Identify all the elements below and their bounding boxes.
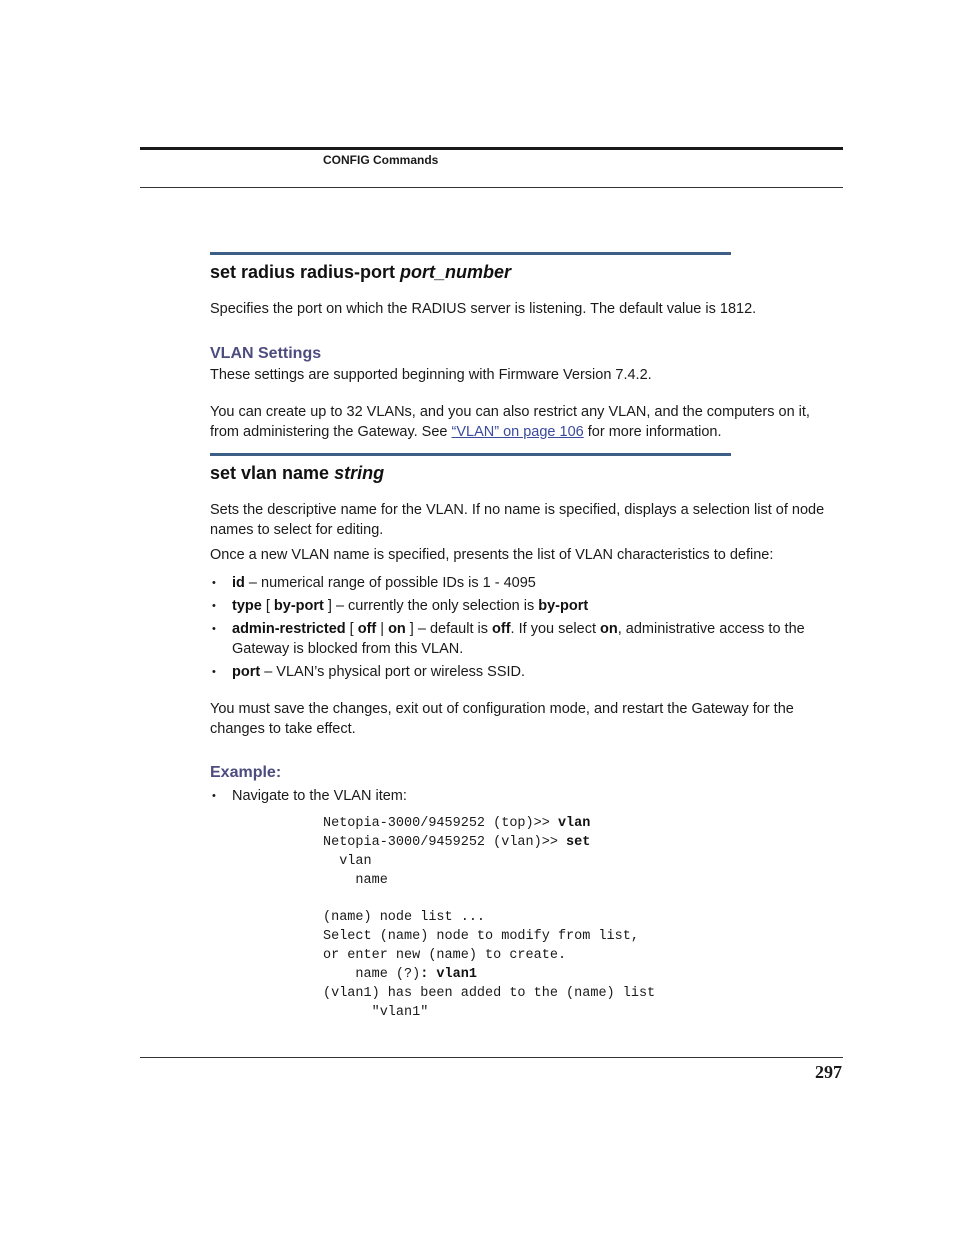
term: type [232,598,262,614]
code-line: name [323,872,388,888]
bullet-mark: • [212,600,216,612]
code-line: "vlan1" [323,1004,429,1020]
code-prompt: Netopia-3000/9459252 (top)>> [323,816,558,831]
radius-port-description: Specifies the port on which the RADIUS server is listening. The default value is 1812. [210,301,757,317]
vlan-settings-heading: VLAN Settings [210,345,322,362]
list-item-id [210,574,828,594]
code-line: Select (name) node to modify from list, [323,929,639,945]
page-number: 297 [815,1062,842,1082]
title-text: set vlan name [210,463,335,483]
code-line [323,834,655,853]
term: id [232,575,245,591]
text: | [376,621,389,637]
definition: – numerical range of possible IDs is 1 - 4095 [244,575,536,591]
vlan-characteristics-intro: Once a new VLAN name is specified, presents the list of VLAN characteristics to define: [210,547,774,563]
text: , administrative access to the Gateway is blocked from this VLAN. [232,621,805,657]
running-header: CONFIG Commands [323,153,439,167]
bullet-mark: • [212,623,216,635]
section-divider-bar [210,453,731,456]
section-divider-bar [210,252,731,255]
list-item-port [210,663,828,683]
code-line: vlan [323,853,372,869]
option: on [388,621,406,637]
code-prompt: Netopia-3000/9459252 (vlan)>> [323,834,567,850]
vlan-support-note: These settings are supported beginning with Firmware Version 7.4.2. [210,367,652,383]
definition: – VLAN’s physical port or wireless SSID. [260,663,526,680]
code-command: : vlan1 [420,967,477,983]
intro-text-end: for more information. [583,423,722,440]
vlan-page-link[interactable]: “VLAN” on page 106 [451,423,584,440]
code-blank-line [323,891,655,910]
bullet-mark: • [212,790,216,802]
vlan-name-description: Sets the descriptive name for the VLAN. If no name is specified, displays a selection list of node names to select for editing. [210,502,825,538]
option: on [600,621,618,637]
code-command: vlan [557,816,591,831]
bullet-mark: • [212,665,216,678]
vlan-characteristics-list [210,574,828,686]
list-item-admin-restricted [210,620,828,659]
example-steps [210,787,828,810]
code-line [323,815,655,834]
header-top-rule [140,147,843,150]
list-item-type [210,597,828,617]
title-argument: port_number [400,262,512,282]
header-bottom-rule [140,187,843,188]
intro-text: You can create up to 32 VLANs, and you can also restrict any VLAN, and the computers on it, from administering the Gateway. See [210,404,810,440]
section-title-vlan-name [210,463,384,484]
text: ] – default is [405,621,493,637]
term: port [232,663,261,680]
title-text: set radius radius-port [210,262,401,282]
code-command: set [566,834,591,850]
step-text: Navigate to the VLAN item: [232,788,407,804]
option: by-port [273,598,324,614]
code-prompt: name (?) [323,967,421,983]
text: ] – currently the only selection is [323,598,539,614]
example-heading: Example: [210,764,282,781]
bullet-mark: • [212,577,216,589]
code-example [323,815,655,1023]
code-line: or enter new (name) to create. [323,948,567,964]
title-argument: string [334,463,385,483]
text: [ [345,621,358,637]
code-line [323,966,655,985]
text: . If you select [510,621,601,637]
option: off [492,621,511,637]
list-item [210,787,828,807]
term: admin-restricted [232,621,346,637]
text: [ [261,598,274,614]
vlan-intro-paragraph [210,403,828,442]
footer-rule [140,1057,843,1058]
save-changes-note: You must save the changes, exit out of configuration mode, and restart the Gateway for the changes to take effect. [210,701,794,737]
code-line: (name) node list ... [323,910,486,926]
option: off [357,621,377,637]
code-line: (vlan1) has been added to the (name) list [323,986,656,1002]
option: by-port [538,598,589,614]
section-title-radius-port [210,262,511,283]
